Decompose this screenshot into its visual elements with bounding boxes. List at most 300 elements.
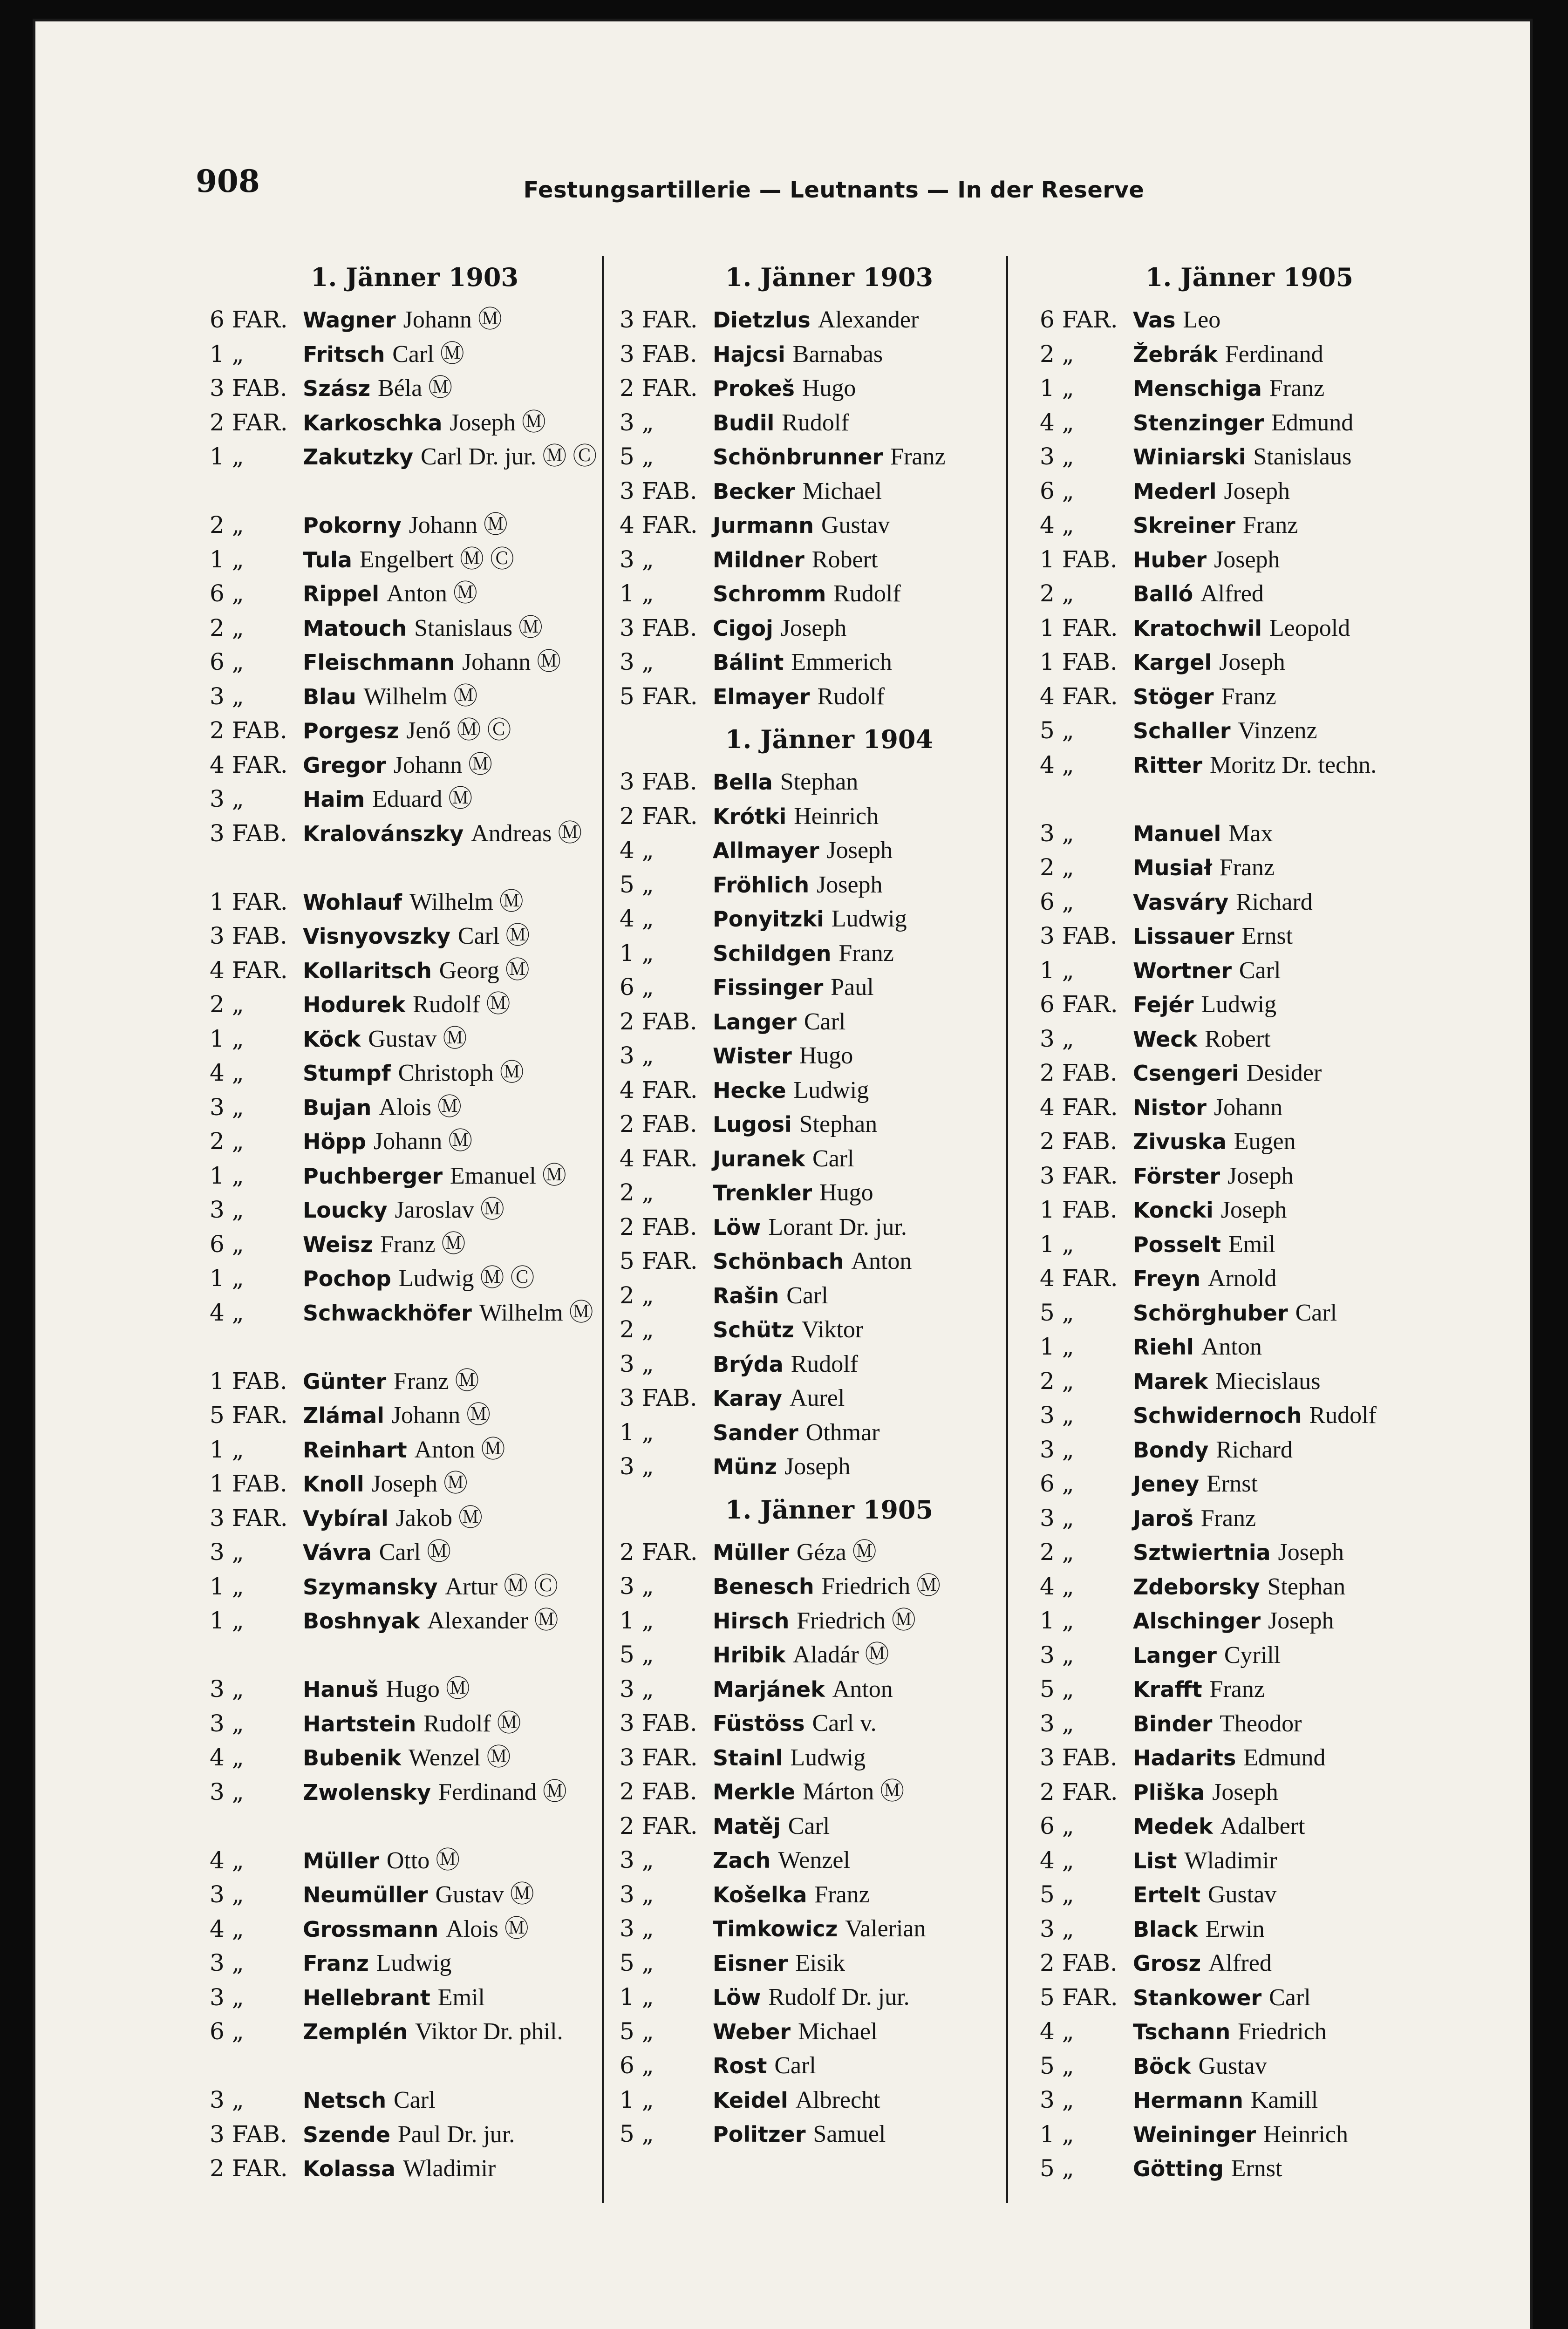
entry-text <box>1133 474 1459 509</box>
entry-text <box>303 1535 620 1570</box>
officer-entry <box>210 543 620 577</box>
entry-text <box>1133 543 1459 578</box>
entry-text <box>713 406 1039 441</box>
unit-designation: 3 „ <box>1040 819 1074 847</box>
entry-text <box>1133 2049 1459 2084</box>
entry-text <box>713 1142 1039 1177</box>
given-name-and-notes: Franz <box>1219 854 1275 881</box>
officer-entry <box>620 474 1039 509</box>
unit-designation: 3 „ <box>620 1453 654 1480</box>
entry-text <box>303 1467 620 1502</box>
entry-text <box>713 680 1039 715</box>
surname: Kolassa <box>303 2156 396 2181</box>
unit-designation: 4 FAR. <box>210 751 288 778</box>
officer-entry <box>620 1039 1039 1073</box>
given-name-and-notes: Kamill <box>1250 2087 1318 2113</box>
officer-entry <box>1040 1535 1459 1570</box>
unit-designation: 1 „ <box>210 1573 244 1600</box>
officer-entry <box>210 1398 620 1433</box>
unit-designation: 3 „ <box>620 545 654 573</box>
unit-designation: 6 „ <box>620 974 654 1001</box>
unit-designation: 2 FAB. <box>620 1213 697 1240</box>
entry-text <box>1133 919 1459 954</box>
officer-entry <box>620 1706 1039 1741</box>
entry-text <box>713 1381 1039 1416</box>
officer-entry <box>620 680 1039 714</box>
officer-entry <box>1040 1707 1459 1741</box>
officer-entry <box>1040 577 1459 611</box>
surname: Szymansky <box>303 1574 438 1600</box>
given-name-and-notes: Wenzel Ⓜ <box>408 1744 511 1771</box>
officer-entry <box>620 1073 1039 1108</box>
entry-text <box>303 1878 620 1913</box>
officer-entry <box>620 765 1039 799</box>
given-name-and-notes: Anton <box>851 1248 912 1274</box>
officer-entry <box>1040 1261 1459 1296</box>
unit-designation: 3 FAB. <box>620 1384 697 1411</box>
surname: Puchberger <box>303 1163 443 1189</box>
given-name-and-notes: Rudolf <box>833 580 901 607</box>
unit-designation: 3 FAB. <box>620 1709 697 1737</box>
surname: Gregor <box>303 752 386 778</box>
unit-designation: 2 FAB. <box>620 1778 697 1805</box>
given-name-and-notes: Ludwig Ⓜ Ⓒ <box>398 1265 535 1292</box>
officer-entry <box>210 1604 620 1672</box>
officer-entry <box>210 1878 620 1912</box>
officer-entry <box>1040 1398 1459 1433</box>
surname: Hodurek <box>303 992 406 1017</box>
unit-designation: 4 „ <box>210 1059 244 1086</box>
entry-text <box>713 474 1039 509</box>
unit-designation: 3 „ <box>210 1709 244 1737</box>
surname: Köck <box>303 1026 361 1052</box>
column-3 <box>1040 252 1459 2208</box>
officer-entry <box>620 2083 1039 2118</box>
unit-designation: 1 FAB. <box>210 1470 287 1497</box>
given-name-and-notes: Johann <box>1213 1094 1283 1121</box>
officer-entry <box>620 1946 1039 1981</box>
surname: Weck <box>1133 1026 1198 1052</box>
entry-text <box>713 1107 1039 1142</box>
given-name-and-notes: Emanuel Ⓜ <box>450 1162 566 1189</box>
officer-entry <box>1040 2083 1459 2118</box>
surname: Krafft <box>1133 1677 1202 1702</box>
entry-text <box>1133 680 1459 715</box>
surname: Politzer <box>713 2122 806 2147</box>
unit-designation: 3 FAB. <box>620 768 697 795</box>
given-name-and-notes: Wilhelm Ⓜ <box>479 1299 593 1326</box>
given-name-and-notes: Jakob Ⓜ <box>395 1505 483 1532</box>
given-name-and-notes: Jaroslav Ⓜ <box>395 1197 504 1223</box>
given-name-and-notes: Wilhelm Ⓜ <box>363 683 478 710</box>
entry-text <box>1133 885 1459 920</box>
entry-text <box>1133 1981 1459 2016</box>
surname: Bubenik <box>303 1745 402 1771</box>
entry-text <box>713 1775 1039 1810</box>
entry-text <box>713 1450 1039 1485</box>
given-name-and-notes: Johann Ⓜ <box>409 512 508 538</box>
given-name-and-notes: Johann Ⓜ <box>373 1128 473 1155</box>
entry-text <box>303 1364 620 1399</box>
given-name-and-notes: Edmund <box>1243 1744 1326 1771</box>
officer-entry <box>1040 714 1459 748</box>
entry-text <box>1133 1261 1459 1296</box>
entry-text <box>713 1638 1039 1673</box>
given-name-and-notes: Friedrich Ⓜ <box>821 1573 941 1600</box>
entry-text <box>303 611 620 646</box>
surname: Becker <box>713 478 795 504</box>
officer-entry <box>1040 1878 1459 1912</box>
entry-text <box>303 1946 620 1981</box>
officer-entry <box>210 2083 620 2118</box>
officer-entry <box>210 1227 620 1262</box>
given-name-and-notes: Wilhelm Ⓜ <box>409 888 524 915</box>
entry-text <box>303 440 620 475</box>
officer-entry <box>210 714 620 748</box>
column-2 <box>620 252 1039 2208</box>
unit-designation: 3 FAB. <box>1040 922 1118 949</box>
entry-text <box>713 1843 1039 1878</box>
unit-designation: 3 „ <box>1040 2086 1074 2113</box>
page-header <box>33 19 1533 205</box>
officer-entry <box>1040 1056 1459 1090</box>
officer-entry <box>1040 1570 1459 1604</box>
officer-entry <box>210 2015 620 2083</box>
officer-entry <box>210 1159 620 1193</box>
given-name-and-notes: Cyrill <box>1224 1641 1281 1668</box>
given-name-and-notes: Lorant Dr. jur. <box>768 1213 907 1240</box>
officer-entry <box>1040 645 1459 680</box>
given-name-and-notes: Hugo Ⓜ <box>386 1676 470 1702</box>
surname: Pokorny <box>303 513 402 538</box>
officer-entry <box>1040 508 1459 543</box>
entry-text <box>303 1844 620 1879</box>
entry-text <box>713 1279 1039 1314</box>
unit-designation: 2 FAB. <box>620 1008 697 1035</box>
section-heading: 1. Jänner 1903 <box>725 262 934 292</box>
section-heading: 1. Jänner 1905 <box>725 1494 934 1525</box>
entry-text <box>303 1227 620 1262</box>
officer-entry <box>210 1707 620 1741</box>
unit-designation: 3 „ <box>210 1778 244 1805</box>
officer-entry <box>1040 303 1459 337</box>
given-name-and-notes: Márton Ⓜ <box>803 1778 905 1805</box>
entry-text <box>713 2015 1039 2050</box>
given-name-and-notes: Anton Ⓜ <box>386 580 477 607</box>
unit-designation: 1 „ <box>210 1436 244 1463</box>
given-name-and-notes: Samuel <box>813 2121 886 2147</box>
entry-text <box>303 1501 620 1536</box>
officer-entry <box>620 371 1039 406</box>
given-name-and-notes: Ludwig <box>376 1950 452 1976</box>
unit-designation: 5 „ <box>620 443 654 470</box>
given-name-and-notes: Anton <box>832 1675 893 1702</box>
officer-entry <box>210 1741 620 1775</box>
surname: Müller <box>303 1848 379 1873</box>
entry-text <box>1133 987 1459 1022</box>
entry-text <box>1133 2118 1459 2152</box>
unit-designation: 3 „ <box>1040 1436 1074 1463</box>
officer-entry <box>1040 1193 1459 1227</box>
surname: Pliška <box>1133 1779 1205 1805</box>
unit-designation: 6 „ <box>210 648 244 675</box>
officer-entry <box>210 1296 620 1364</box>
surname: Elmayer <box>713 684 810 709</box>
surname: Menschiga <box>1133 376 1262 401</box>
given-name-and-notes: Anton Ⓜ <box>414 1436 505 1463</box>
entry-text <box>1133 1775 1459 1810</box>
surname: Hajcsi <box>713 341 785 367</box>
unit-designation: 4 FAR. <box>1040 1265 1118 1292</box>
officer-entry <box>210 680 620 714</box>
officer-entry <box>620 2015 1039 2049</box>
given-name-and-notes: Otto Ⓜ <box>386 1847 460 1874</box>
surname: Fissinger <box>713 975 824 1000</box>
entry-text <box>1133 1193 1459 1228</box>
page-number: 908 <box>196 163 260 199</box>
officer-entry <box>620 1535 1039 1570</box>
given-name-and-notes: Stanislaus Ⓜ <box>414 614 543 641</box>
entry-text <box>1133 1844 1459 1879</box>
given-name-and-notes: Joseph <box>1220 1197 1287 1223</box>
officer-entry <box>210 817 620 885</box>
surname: Schromm <box>713 581 826 606</box>
surname: Zivuska <box>1133 1129 1227 1154</box>
surname: Schönbach <box>713 1249 844 1274</box>
surname: Szász <box>303 376 371 401</box>
officer-entry <box>210 1844 620 1878</box>
surname: Medek <box>1133 1814 1213 1839</box>
officer-entry <box>620 799 1039 834</box>
entry-text <box>713 799 1039 834</box>
given-name-and-notes: Joseph <box>780 614 847 641</box>
unit-designation: 2 „ <box>1040 340 1074 368</box>
unit-designation: 5 „ <box>620 2120 654 2147</box>
surname: Vybíral <box>303 1505 389 1531</box>
unit-designation: 4 „ <box>210 1299 244 1326</box>
given-name-and-notes: Othmar <box>805 1419 880 1446</box>
entry-text <box>1133 1159 1459 1194</box>
given-name-and-notes: Carl <box>788 1812 830 1839</box>
surname: Vas <box>1133 307 1176 333</box>
given-name-and-notes: Arnold <box>1208 1265 1277 1292</box>
given-name-and-notes: Joseph <box>1224 477 1290 504</box>
officer-entry <box>1040 919 1459 953</box>
given-name-and-notes: Miecislaus <box>1215 1368 1321 1395</box>
given-name-and-notes: Emil <box>437 1984 485 2011</box>
unit-designation: 1 „ <box>620 580 654 607</box>
given-name-and-notes: Stephan <box>1267 1573 1346 1600</box>
surname: Blau <box>303 684 356 709</box>
given-name-and-notes: Alexander Ⓜ <box>427 1607 559 1634</box>
given-name-and-notes: Richard <box>1236 888 1313 915</box>
officer-entry <box>1040 1946 1459 1981</box>
surname: Hellebrant <box>303 1985 430 2010</box>
given-name-and-notes: Gustav Ⓜ <box>368 1025 467 1052</box>
unit-designation: 2 FAB. <box>1040 1059 1118 1086</box>
officer-entry <box>620 1142 1039 1176</box>
entry-text <box>1133 1741 1459 1776</box>
given-name-and-notes: Carl Ⓜ <box>457 923 530 949</box>
unit-designation: 2 „ <box>1040 580 1074 607</box>
surname: Stöger <box>1133 684 1214 709</box>
unit-designation: 1 „ <box>210 340 244 368</box>
unit-designation: 4 „ <box>210 1744 244 1771</box>
unit-designation: 4 „ <box>1040 511 1074 538</box>
unit-designation: 1 „ <box>210 545 244 573</box>
unit-designation: 5 „ <box>1040 1299 1074 1326</box>
surname: Juranek <box>713 1146 805 1171</box>
officer-entry <box>1040 1604 1459 1638</box>
given-name-and-notes: Ferdinand <box>1225 340 1323 368</box>
officer-entry <box>210 1672 620 1707</box>
given-name-and-notes: Gustav <box>1207 1881 1277 1908</box>
given-name-and-notes: Géza Ⓜ <box>796 1539 877 1566</box>
unit-designation: 1 „ <box>210 1265 244 1292</box>
entry-text <box>303 953 620 988</box>
entry-text <box>713 936 1039 971</box>
given-name-and-notes: Béla Ⓜ <box>378 375 453 402</box>
unit-designation: 5 FAR. <box>620 1247 698 1274</box>
entry-text <box>303 885 620 920</box>
surname: Höpp <box>303 1129 366 1154</box>
entry-text <box>713 645 1039 680</box>
officer-entry <box>210 440 620 508</box>
surname: Böck <box>1133 2053 1191 2079</box>
officer-entry <box>620 2117 1039 2152</box>
officer-entry <box>620 1878 1039 1912</box>
officer-entry <box>1040 440 1459 474</box>
officer-entry <box>620 1912 1039 1946</box>
entry-text <box>303 1261 620 1296</box>
given-name-and-notes: Emil <box>1228 1231 1276 1258</box>
officer-entry <box>210 953 620 988</box>
unit-designation: 3 „ <box>620 1675 654 1702</box>
entry-text <box>713 1210 1039 1245</box>
entry-text <box>1133 1124 1459 1159</box>
surname: Freyn <box>1133 1266 1201 1291</box>
surname: Jeney <box>1133 1471 1200 1497</box>
unit-designation: 3 „ <box>1040 1504 1074 1532</box>
surname: Jaroš <box>1133 1505 1193 1531</box>
surname: Wister <box>713 1043 792 1069</box>
entry-text <box>303 680 620 715</box>
given-name-and-notes: Valerian <box>845 1915 926 1942</box>
given-name-and-notes: Ludwig <box>1201 991 1277 1018</box>
given-name-and-notes: Michael <box>798 2018 878 2045</box>
surname: Fejér <box>1133 992 1194 1017</box>
unit-designation: 2 „ <box>210 511 244 538</box>
unit-designation: 1 „ <box>210 1025 244 1052</box>
unit-designation: 3 FAR. <box>620 306 698 333</box>
officer-entry <box>210 508 620 543</box>
officer-entry <box>210 406 620 440</box>
entry-text <box>303 782 620 817</box>
unit-designation: 4 „ <box>620 837 654 864</box>
entry-text <box>713 371 1039 406</box>
officer-entry <box>210 1056 620 1090</box>
given-name-and-notes: Stanislaus <box>1253 443 1352 470</box>
surname: Hanuš <box>303 1677 379 1702</box>
officer-entry <box>1040 1741 1459 1775</box>
officer-entry <box>1040 748 1459 817</box>
surname: Csengeri <box>1133 1061 1239 1086</box>
surname: Stankower <box>1133 1985 1262 2010</box>
unit-designation: 6 „ <box>1040 1812 1074 1839</box>
officer-entry <box>1040 1981 1459 2015</box>
given-name-and-notes: Ludwig <box>790 1744 866 1771</box>
unit-designation: 5 FAR. <box>210 1402 288 1429</box>
unit-designation: 3 „ <box>620 1915 654 1942</box>
entry-text <box>303 1296 620 1331</box>
officer-entry <box>210 885 620 919</box>
surname: Tschann <box>1133 2019 1231 2044</box>
entry-text <box>303 1056 620 1091</box>
unit-designation: 1 FAR. <box>210 888 288 915</box>
surname: Jurmann <box>713 513 814 538</box>
given-name-and-notes: Hugo <box>799 1042 853 1069</box>
entry-list <box>210 252 620 2186</box>
entry-text <box>1133 1398 1459 1433</box>
officer-entry <box>1040 543 1459 577</box>
given-name-and-notes: Eisik <box>795 1949 845 1976</box>
unit-designation: 2 „ <box>1040 1367 1074 1395</box>
entry-text <box>303 1981 620 2016</box>
unit-designation: 4 FAR. <box>1040 1093 1118 1121</box>
unit-designation: 2 FAR. <box>210 409 288 436</box>
officer-entry <box>620 337 1039 372</box>
entry-text <box>713 2083 1039 2118</box>
entry-text <box>1133 1330 1459 1365</box>
officer-entry <box>1040 1844 1459 1878</box>
surname: Netsch <box>303 2088 387 2113</box>
unit-designation: 5 „ <box>1040 2155 1074 2182</box>
surname: Förster <box>1133 1163 1220 1189</box>
given-name-and-notes: Anton <box>1201 1334 1262 1360</box>
unit-designation: 1 FAB. <box>210 1367 287 1395</box>
unit-designation: 1 „ <box>210 1162 244 1189</box>
unit-designation: 3 „ <box>210 1093 244 1121</box>
officer-entry <box>1040 1330 1459 1364</box>
unit-designation: 4 FAR. <box>620 511 698 538</box>
given-name-and-notes: Ernst <box>1231 2155 1282 2182</box>
surname: Merkle <box>713 1779 796 1805</box>
surname: Ertelt <box>1133 1882 1201 1907</box>
unit-designation: 6 FAR. <box>210 306 288 333</box>
surname: Timkowicz <box>713 1916 838 1941</box>
officer-entry <box>1040 1775 1459 1810</box>
surname: Vasváry <box>1133 889 1229 915</box>
surname: Rost <box>713 2053 767 2078</box>
surname: Benesch <box>713 1574 814 1599</box>
officer-entry <box>620 543 1039 577</box>
unit-designation: 3 „ <box>210 1949 244 1976</box>
surname: Koncki <box>1133 1198 1213 1223</box>
officer-entry <box>620 1210 1039 1245</box>
unit-designation: 4 „ <box>1040 1846 1074 1874</box>
officer-entry <box>1040 680 1459 714</box>
entry-text <box>713 1005 1039 1040</box>
unit-designation: 4 FAR. <box>620 1144 698 1172</box>
given-name-and-notes: Georg Ⓜ <box>439 957 530 984</box>
unit-designation: 5 „ <box>620 871 654 898</box>
column-1 <box>210 252 620 2208</box>
unit-designation: 3 „ <box>210 1539 244 1566</box>
officer-entry <box>620 1381 1039 1416</box>
given-name-and-notes: Stephan <box>780 769 859 795</box>
unit-designation: 3 FAB. <box>620 340 697 368</box>
given-name-and-notes: Carl Ⓜ <box>379 1539 451 1566</box>
